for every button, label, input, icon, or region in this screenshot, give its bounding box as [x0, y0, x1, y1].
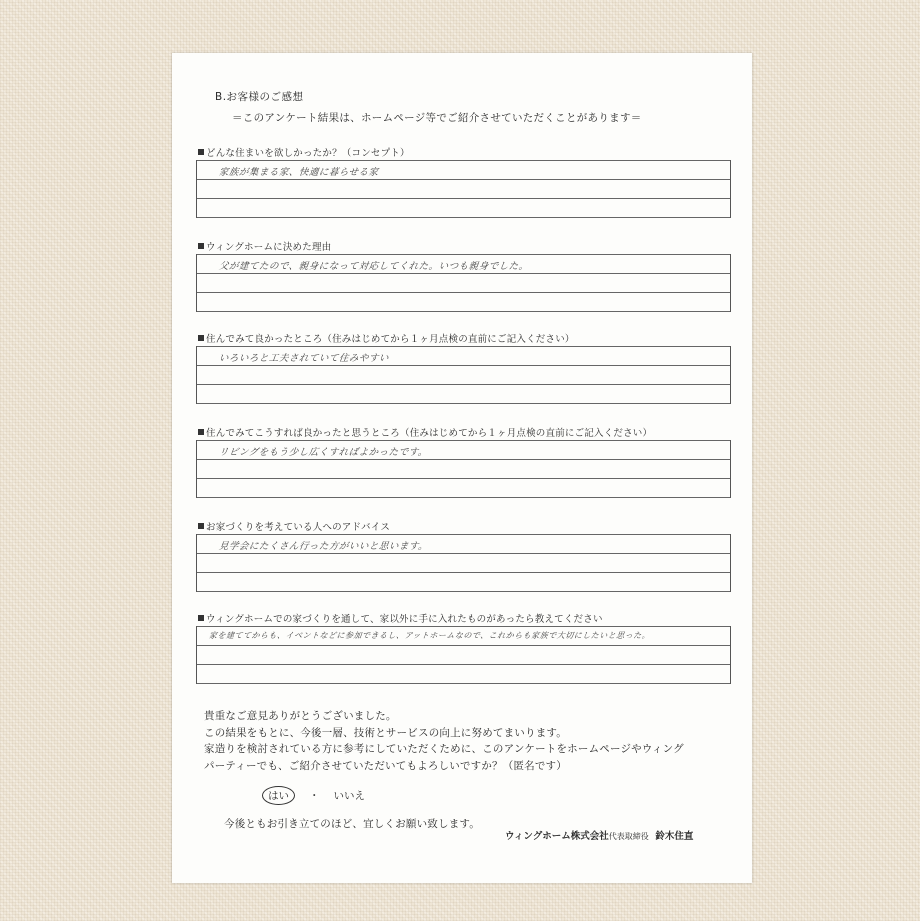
bullet-square-icon	[198, 523, 204, 529]
consent-options	[262, 786, 365, 805]
signature	[505, 828, 693, 842]
bullet-square-icon	[198, 149, 204, 155]
question-label: どんな住まいを欲しかったか？（コンセプト）	[198, 145, 731, 159]
signatory-name: 鈴木住直	[655, 831, 694, 842]
answer-box	[196, 254, 731, 312]
answer-box	[196, 626, 731, 684]
question-label: 住んでみて良かったところ（住みはじめてから１ヶ月点検の直前にご記入ください）	[198, 331, 731, 345]
question-good-points	[196, 331, 731, 404]
question-label: 住んでみてこうすれば良かったと思うところ（住みはじめてから１ヶ月点検の直前にご記入ください）	[198, 425, 731, 439]
bullet-square-icon	[198, 429, 204, 435]
company-name: ウィングホーム株式会社	[505, 831, 609, 842]
handwritten-answer: 家族が集まる家、快適に暮らせる家	[218, 167, 380, 178]
survey-sheet	[172, 53, 752, 883]
answer-box	[196, 534, 731, 592]
consent-separator: ・	[309, 790, 320, 802]
answer-box	[196, 346, 731, 404]
publication-notice: ＝このアンケート結果は、ホームページ等でご紹介させていただくことがあります＝	[232, 112, 642, 124]
handwritten-answer: いろいろと工夫されていて住みやすい	[218, 353, 390, 364]
question-advice	[196, 519, 731, 592]
answer-box	[196, 160, 731, 218]
consent-no-option[interactable]: いいえ	[333, 790, 365, 802]
question-improvements	[196, 425, 731, 498]
handwritten-answer: リビングをもう少し広くすればよかったです。	[218, 447, 429, 458]
signatory-title: 代表取締役	[608, 832, 649, 841]
farewell-message: 今後ともお引き立てのほど、宜しくお願い致します。	[224, 818, 480, 830]
bullet-square-icon	[198, 243, 204, 249]
bullet-square-icon	[198, 335, 204, 341]
question-other-gains	[196, 611, 731, 684]
handwritten-answer: 父が建てたので、親身になって対応してくれた。いつも親身でした。	[218, 261, 530, 272]
bullet-square-icon	[198, 615, 204, 621]
consent-yes-option[interactable]: はい	[262, 786, 295, 805]
answer-box	[196, 440, 731, 498]
question-label: ウィングホームでの家づくりを通して、家以外に手に入れたものがあったら教えてください	[198, 611, 731, 625]
closing-message: 貴重なご意見ありがとうございました。 この結果をもとに、今後一層、技術とサービスの向上に努めてまいります。 家造りを検討されている方に参考にしていただくために、このアンケートをホームページやウィング パーティーでも、ご紹介させていただいてもよろしいですか？（匿名です）	[204, 710, 684, 772]
handwritten-answer: 家を建ててからも、イベントなどに参加できるし、アットホームなので、これからも家族で大切にしたいと思った。	[208, 631, 651, 640]
question-label: ウィングホームに決めた理由	[198, 239, 731, 253]
question-concept	[196, 145, 731, 218]
section-title: B.お客様のご感想	[215, 91, 304, 103]
question-label: お家づくりを考えている人へのアドバイス	[198, 519, 731, 533]
handwritten-answer: 見学会にたくさん行った方がいいと思います。	[218, 541, 429, 552]
question-reason	[196, 239, 731, 312]
